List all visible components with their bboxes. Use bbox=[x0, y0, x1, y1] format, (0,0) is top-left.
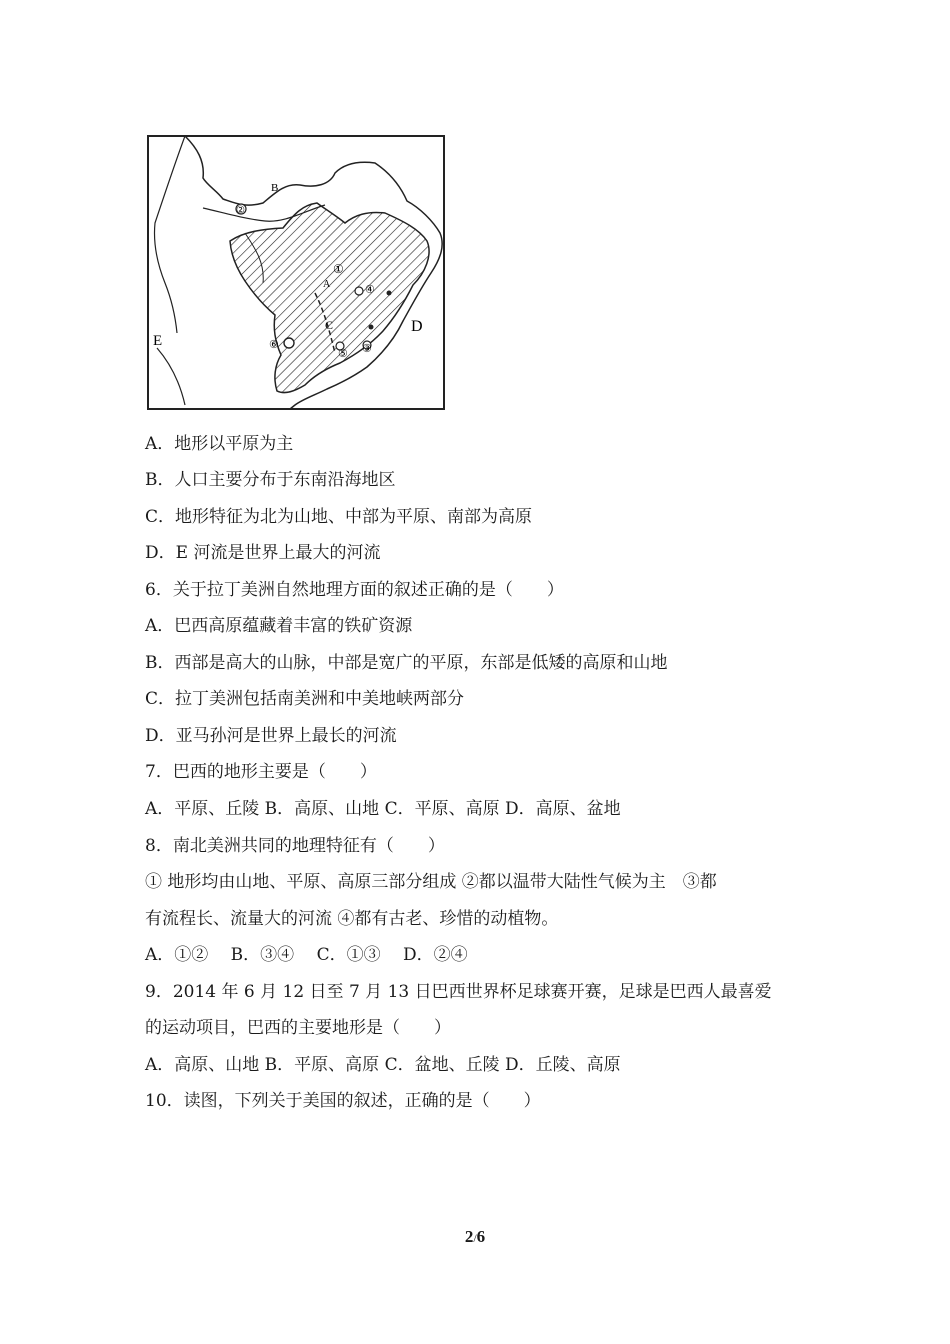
text-line: A．平原、丘陵 B．高原、山地 C．平原、高原 D．高原、盆地 bbox=[145, 799, 621, 819]
text-line: A．地形以平原为主 bbox=[145, 434, 294, 454]
label-e: E bbox=[153, 333, 163, 349]
text-line: 6．关于拉丁美洲自然地理方面的叙述正确的是（ ） bbox=[145, 580, 564, 600]
text-line: D．E 河流是世界上最大的河流 bbox=[145, 543, 381, 563]
text-line: D．亚马孙河是世界上最长的河流 bbox=[145, 726, 397, 746]
marker-5: ⑤ bbox=[338, 347, 348, 360]
marker-1: ① bbox=[333, 262, 344, 276]
page-number bbox=[0, 1227, 950, 1247]
text-line: 10．读图，下列关于美国的叙述，正确的是（ ） bbox=[145, 1091, 541, 1111]
text-line: A．巴西高原蕴藏着丰富的铁矿资源 bbox=[145, 616, 413, 636]
marker-2: ② bbox=[236, 205, 245, 216]
label-a: A bbox=[323, 279, 331, 290]
text-line: 9．2014 年 6 月 12 日至 7 月 13 日巴西世界杯足球赛开赛，足球是巴西人最喜爱 bbox=[145, 982, 772, 1002]
marker-4: ④ bbox=[365, 283, 375, 296]
text-line: ① 地形均由山地、平原、高原三部分组成 ②都以温带大陆性气候为主 ③都 bbox=[145, 872, 717, 892]
page-total: 6 bbox=[476, 1227, 486, 1246]
text-line: B．西部是高大的山脉，中部是宽广的平原，东部是低矮的高原和山地 bbox=[145, 653, 668, 673]
text-line: 8．南北美洲共同的地理特征有（ ） bbox=[145, 836, 445, 856]
label-b: B bbox=[271, 182, 279, 194]
text-line: A．①② B．③④ C．①③ D．②④ bbox=[145, 945, 468, 965]
page-current: 2 bbox=[464, 1227, 474, 1246]
marker-6: ⑥ bbox=[269, 338, 279, 351]
brazil-region bbox=[230, 203, 429, 393]
text-line: 有流程长、流量大的河流 ④都有古老、珍惜的动植物。 bbox=[145, 909, 559, 929]
marker-3: ③ bbox=[362, 342, 372, 355]
text-line: C．地形特征为北为山地、中部为平原、南部为高原 bbox=[145, 507, 533, 527]
text-line: 的运动项目，巴西的主要地形是（ ） bbox=[145, 1018, 451, 1038]
text-line: 7．巴西的地形主要是（ ） bbox=[145, 762, 377, 782]
brazil-map-figure bbox=[145, 133, 447, 413]
label-d: D bbox=[411, 318, 423, 335]
page-separator: / bbox=[473, 1231, 477, 1245]
text-line: B．人口主要分布于东南沿海地区 bbox=[145, 470, 396, 490]
text-line: C．拉丁美洲包括南美洲和中美地峡两部分 bbox=[145, 689, 465, 709]
text-line: A．高原、山地 B．平原、高原 C．盆地、丘陵 D．丘陵、高原 bbox=[145, 1055, 621, 1075]
label-c: C bbox=[325, 318, 334, 332]
